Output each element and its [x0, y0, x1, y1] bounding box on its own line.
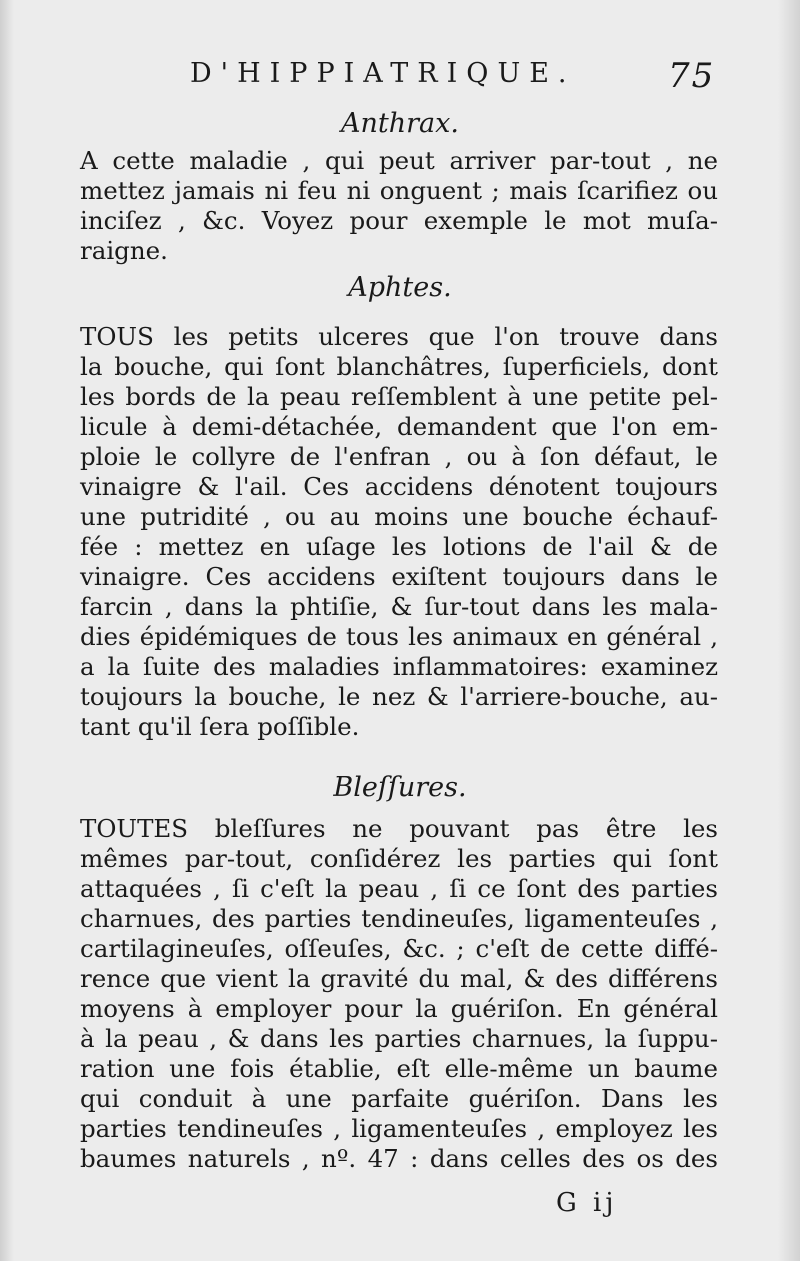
- text-line: parties tendineuſes , ligamenteuſes , employez les: [80, 1114, 718, 1143]
- paragraph-anthrax: [80, 146, 718, 266]
- text-line: vinaigre & l'ail. Ces accidens dénotent toujours: [80, 472, 718, 501]
- text-line: une putridité , ou au moins une bouche échauf-: [80, 502, 718, 531]
- running-head: D'HIPPIATRIQUE.: [190, 58, 576, 89]
- text-line: TOUS les petits ulceres que l'on trouve dans: [80, 322, 718, 351]
- text-line: vinaigre. Ces accidens exiſtent toujours dans le: [80, 562, 718, 591]
- signature-mark: G ij: [556, 1188, 618, 1218]
- text-line: a la ſuite des maladies inflammatoires: examinez: [80, 652, 718, 681]
- text-line: toujours la bouche, le nez & l'arriere-bouche, au-: [80, 682, 718, 711]
- page-number: 75: [668, 56, 716, 96]
- text-line: la bouche, qui ſont blanchâtres, ſuperficiels, dont: [80, 352, 718, 381]
- text-line: fée : mettez en uſage les lotions de l'ail & de: [80, 532, 718, 561]
- text-line: ploie le collyre de l'enfran , ou à ſon défaut, le: [80, 442, 718, 471]
- text-line: les bords de la peau reſſemblent à une petite pel-: [80, 382, 718, 411]
- text-line: à la peau , & dans les parties charnues, la ſuppu-: [80, 1024, 718, 1053]
- text-line: raigne.: [80, 236, 168, 265]
- text-line: baumes naturels , nº. 47 : dans celles des os des: [80, 1144, 718, 1173]
- text-line: attaquées , ſi c'eſt la peau , ſi ce ſont des parties: [80, 874, 718, 903]
- text-line: inciſez , &c. Voyez pour exemple le mot muſa-: [80, 206, 718, 235]
- text-line: farcin , dans la phtiſie, & ſur-tout dans les mala-: [80, 592, 718, 621]
- section-heading-anthrax: Anthrax.: [341, 108, 459, 139]
- text-line: dies épidémiques de tous les animaux en général ,: [80, 622, 718, 651]
- text-line: qui conduit à une parfaite guériſon. Dans les: [80, 1084, 718, 1113]
- text-line: mettez jamais ni feu ni onguent ; mais ſcarifiez ou: [80, 176, 718, 205]
- text-line: ration une fois établie, eſt elle-même un baume: [80, 1054, 718, 1083]
- text-line: licule à demi-détachée, demandent que l'on em-: [80, 412, 718, 441]
- text-line: charnues, des parties tendineuſes, ligamenteuſes ,: [80, 904, 718, 933]
- text-line: A cette maladie , qui peut arriver par-tout , ne: [80, 146, 718, 175]
- text-line: cartilagineuſes, oſſeuſes, &c. ; c'eſt de cette diffé-: [80, 934, 718, 963]
- text-line: tant qu'il ſera poſſible.: [80, 712, 360, 741]
- section-heading-blessures: Bleſſures.: [333, 772, 467, 803]
- text-line: TOUTES bleſſures ne pouvant pas être les: [80, 814, 718, 843]
- paragraph-aphtes: [80, 322, 718, 742]
- text-line: rence que vient la gravité du mal, & des différens: [80, 964, 718, 993]
- text-line: mêmes par-tout, conſidérez les parties qui ſont: [80, 844, 718, 873]
- paragraph-blessures: [80, 814, 718, 1174]
- section-heading-aphtes: Aphtes.: [348, 272, 452, 303]
- text-line: moyens à employer pour la guériſon. En général: [80, 994, 718, 1023]
